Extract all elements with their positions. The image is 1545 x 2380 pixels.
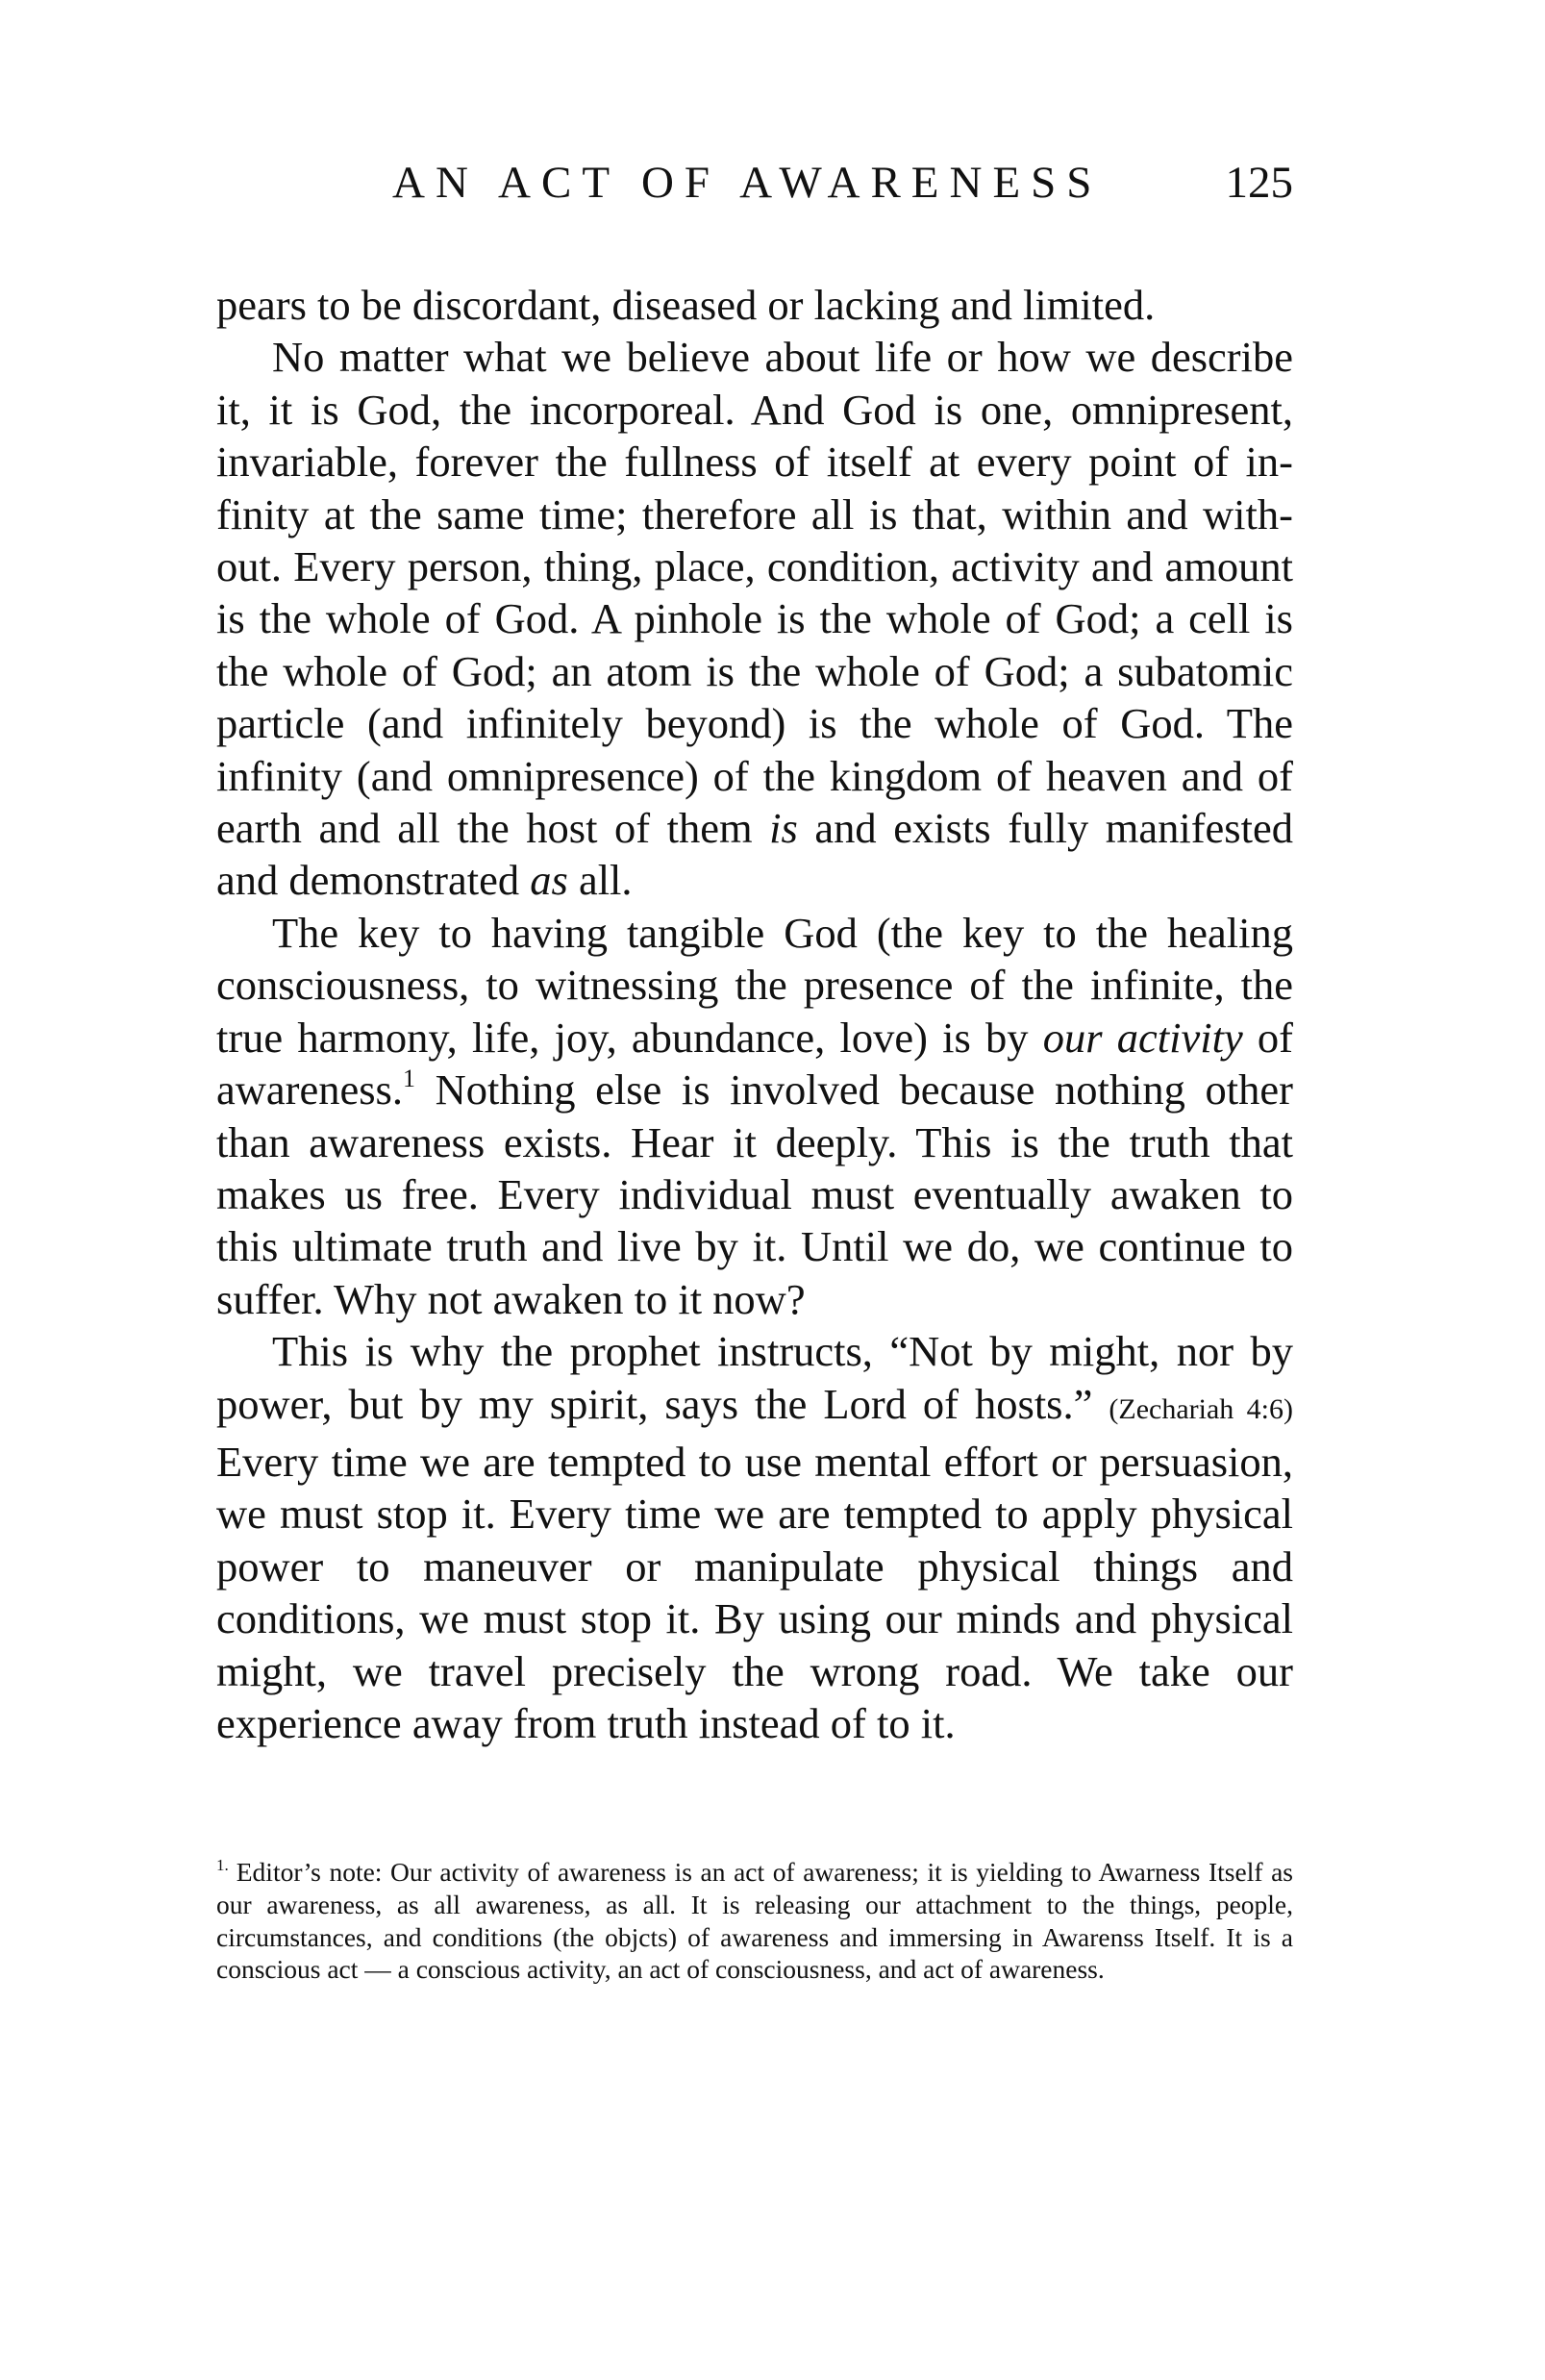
running-title: AN ACT OF AWARENESS — [392, 158, 1103, 208]
paragraph-2-text-a: No matter what we believe about life or how we describe it, it is God, the incorporeal. And God is one, omnipresent, invariable, forever the fullness of itself at every point of infinity at the same time; therefore all is that, within and without. Every person, thing, place, condition, activity and amount is the whole of God. A pinhole is the whole of God; a cell is the whole of God; an atom is the whole of God; a subatomic particle (and infinitely beyond) is the whole of God. The infinity (and omnipresence) of the kingdom of heaven and of earth and all the host of them — [216, 333, 1293, 853]
page-number: 125 — [1225, 158, 1293, 208]
footnote-reference: 1 — [402, 1065, 415, 1093]
emphasis-is: is — [769, 804, 798, 853]
emphasis-as: as — [530, 856, 568, 905]
paragraph-3-text-b: of awareness. — [216, 1013, 1293, 1115]
paragraph-2 — [216, 331, 1293, 906]
paragraph-1-text: pears to be discordant, diseased or lacking and limited. — [216, 281, 1156, 329]
footnote-paragraph — [216, 1856, 1293, 1986]
running-head — [216, 154, 1293, 212]
paragraph-3-text-a: The key to having tangible God (the key to the healing consciousness, to witnessing the presence of the infinite, the true harmony, life, joy, abundance, love) is by — [216, 908, 1293, 1062]
paragraph-4-text-b: Every time we are tempted to use mental effort or persuasion, we must stop it. Every time we are tempted to apply physical power to maneuver or manipulate physical things and conditions, we must stop it. By using our minds and physical might, we travel precisely the wrong road. We take our experience away from truth instead of to it. — [216, 1437, 1293, 1747]
paragraph-4 — [216, 1325, 1293, 1749]
body-text — [216, 279, 1293, 1749]
paragraph-1 — [216, 279, 1293, 331]
paragraph-2-text-c: all. — [567, 856, 633, 905]
emphasis-our-activity: our activity — [1042, 1013, 1243, 1062]
footnote-marker: 1. — [216, 1856, 229, 1874]
paragraph-2-text-b: and exists fully manifested and demonstrated — [216, 804, 1293, 905]
scripture-citation: (Zechariah 4:6) — [1109, 1392, 1293, 1425]
paragraph-4-text-a: This is why the prophet instructs, “Not by might, nor by power, but by my spirit, says the Lord of hosts.” — [216, 1327, 1293, 1428]
paragraph-3-text-c: Nothing else is involved because nothing other than awareness exists. Hear it deeply. This is the truth that makes us free. Every individual must eventually awaken to this ultimate truth and live by it. Until we do, we continue to suffer. Why not awaken to it now? — [216, 1065, 1293, 1323]
footnote — [216, 1856, 1293, 1986]
paragraph-3 — [216, 907, 1293, 1325]
footnote-text: Editor’s note: Our activity of awareness is an act of awareness; it is yielding to Awarness Itself as our awareness, as all awareness, as all. It is releasing our attachment to the things, people, circumstances, and conditions (the objcts) of awareness and immersing in Awarenss Itself. It is a conscious act — a conscious activity, an act of consciousness, and act of awareness. — [216, 1857, 1293, 1985]
